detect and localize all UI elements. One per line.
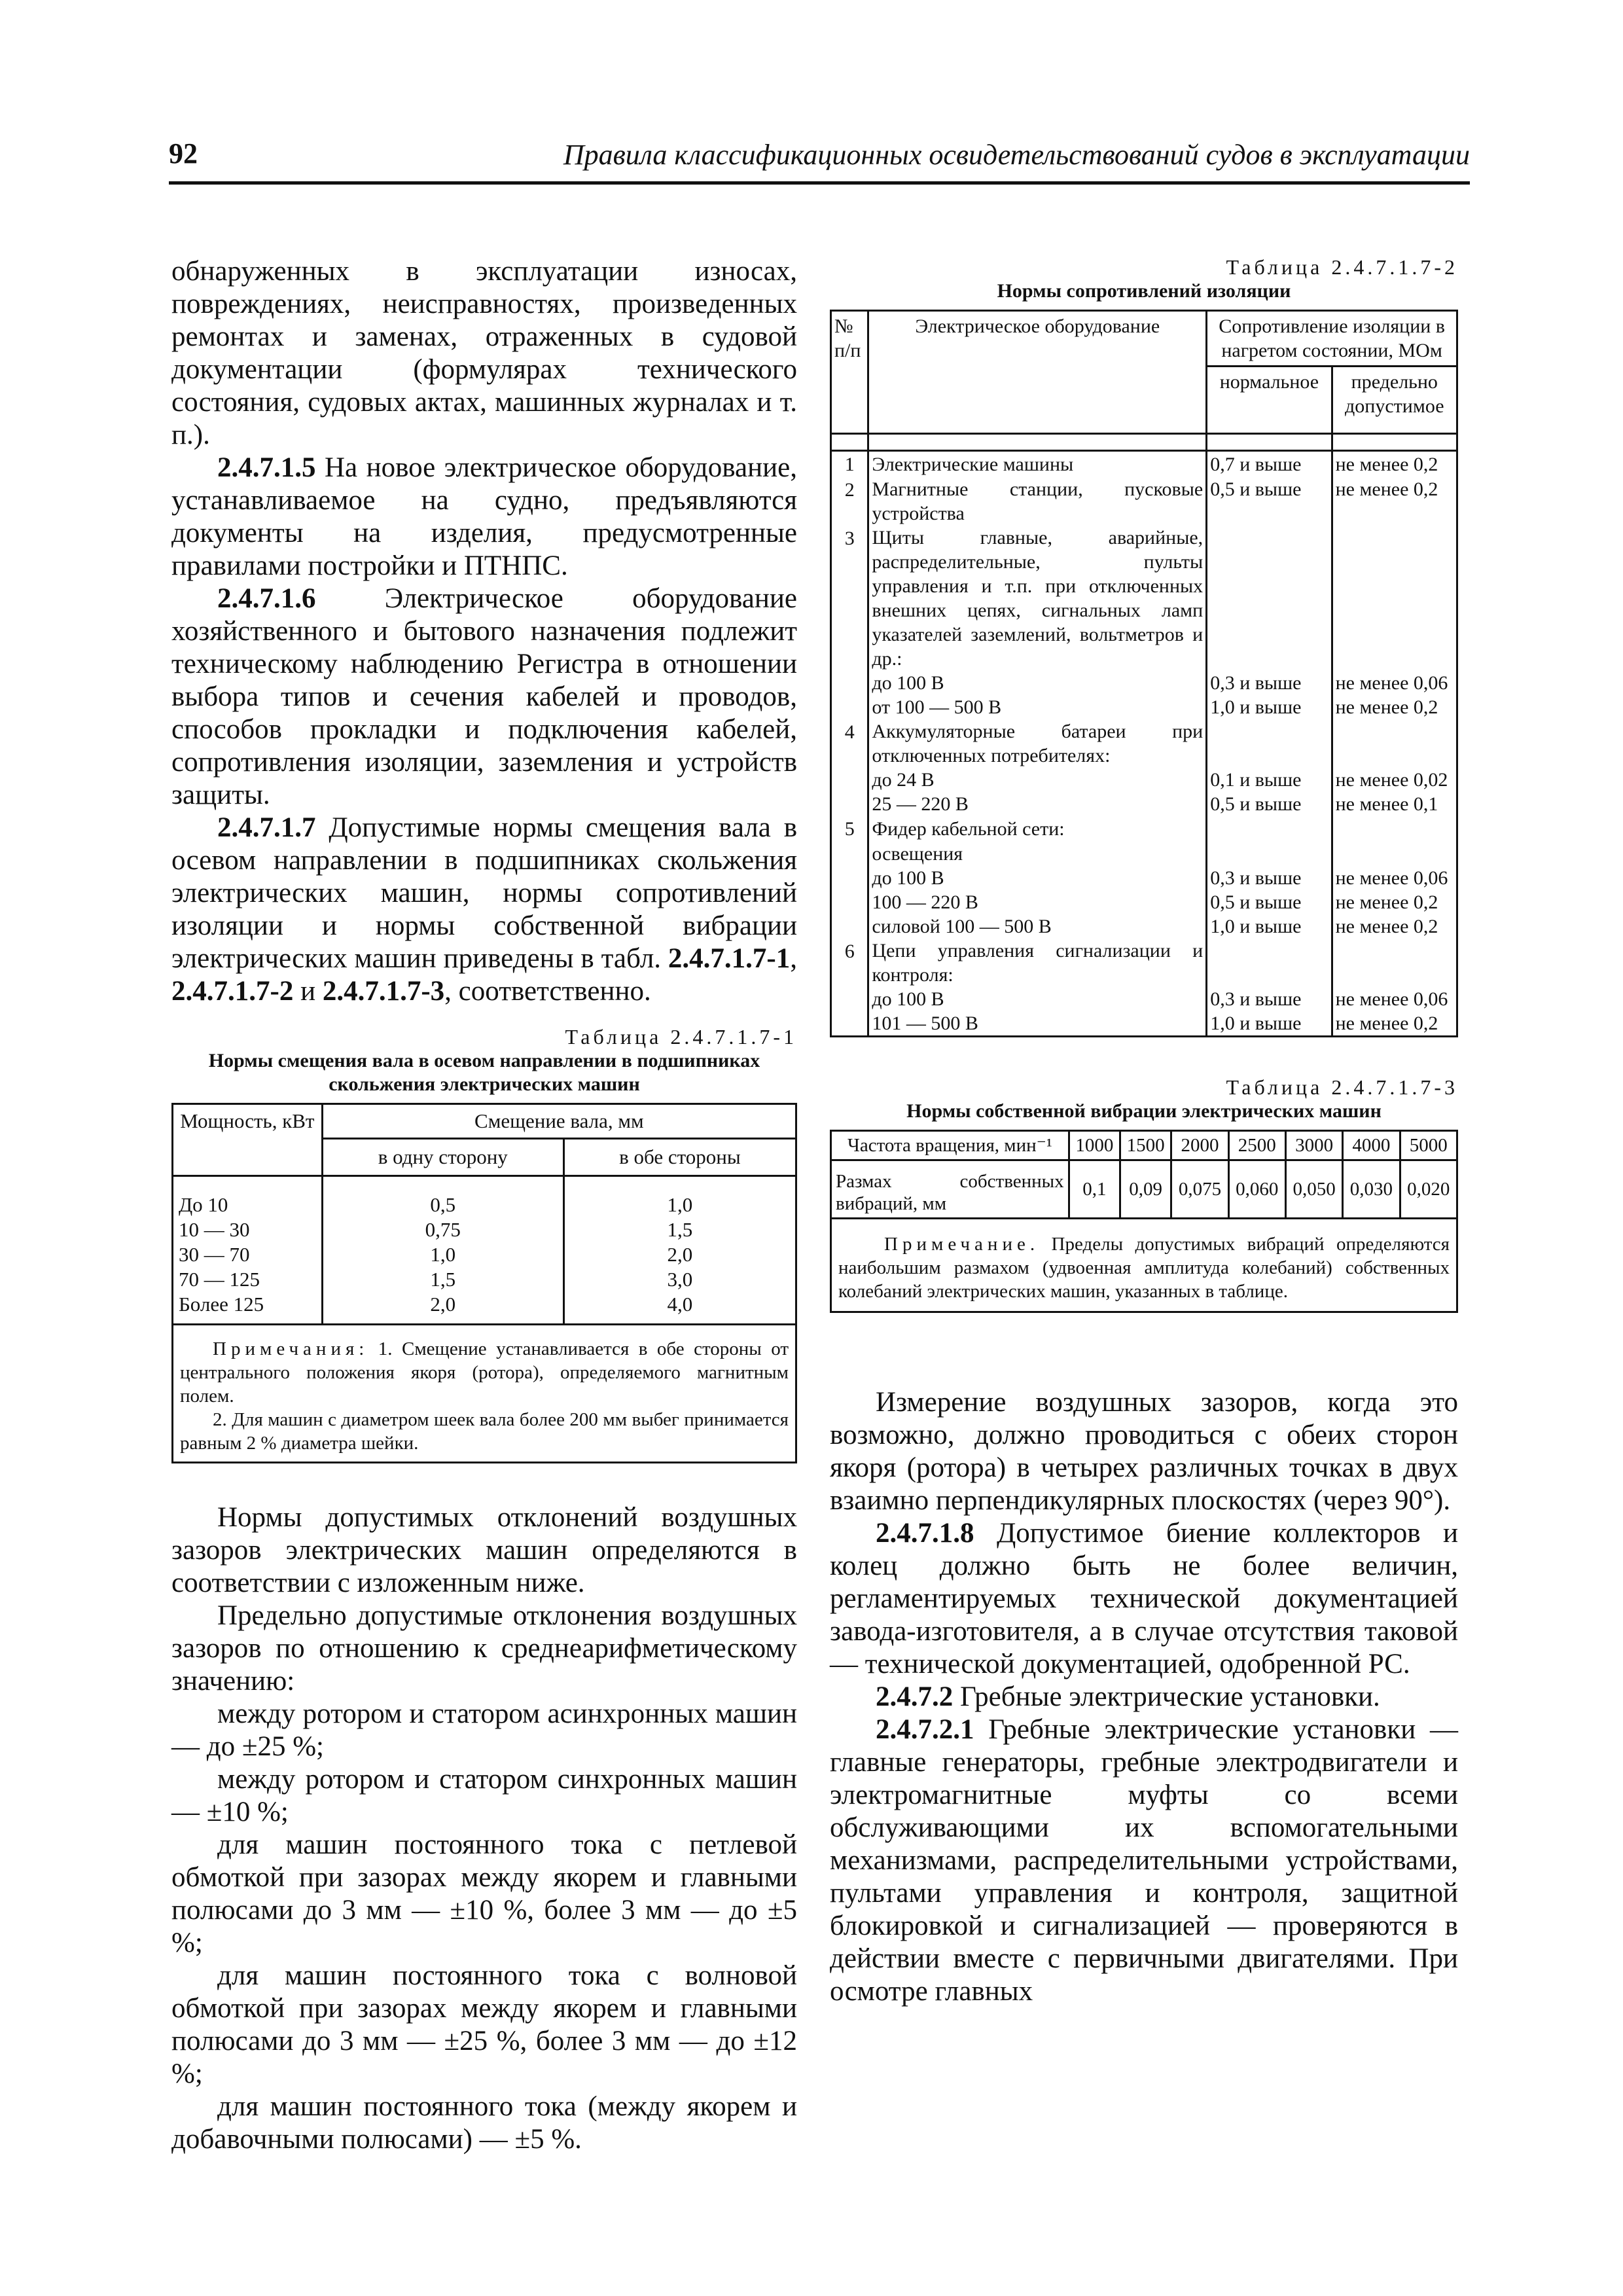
table-ref-1: 2.4.7.1.7-1 — [668, 943, 791, 974]
paragraph-text: Гребные электрические установки. — [953, 1681, 1380, 1712]
normal-cell: 0,5 и выше — [1207, 477, 1332, 526]
running-title: Правила классификационных освидетельствований судов в эксплуатации — [563, 139, 1470, 171]
header-number: № п/п — [831, 311, 868, 434]
header-shift: Смещение вала, мм — [322, 1104, 796, 1139]
table-cell: 4,0 — [667, 1293, 693, 1316]
paragraph-text: Допустимое биение коллекторов и колец должно быть не более величин, регламентируемых технической документацией завода-изготовителя, а в случае отсутствия таковой — технической документацией, одобренной РС. — [830, 1518, 1458, 1679]
normal-cell — [1207, 842, 1332, 866]
running-header — [169, 134, 1470, 185]
note-text: 1. Смещение устанавливается в обе стороны от центрального положения якоря (ротора), определяемого магнитным полем. — [180, 1338, 789, 1407]
note-1 — [180, 1337, 789, 1408]
equipment-cell: до 24 В — [868, 768, 1207, 792]
text-fragment: и — [293, 976, 323, 1007]
paragraph-text: Допустимые нормы смещения вала в осевом направлении в подшипниках скольжения электрических машин, нормы сопротивлений изоляции и нормы собственной вибрации электрических машин приведены в табл. — [171, 812, 797, 974]
equipment-cell: до 100 В — [868, 987, 1207, 1011]
note-text: Пределы допустимых вибраций определяются наибольшим размахом (удвоенная амплитуда колебаний) собственных колебаний электрических машин, указанных в таблице. — [838, 1234, 1450, 1302]
equipment-cell: освещения — [868, 842, 1207, 866]
note-label: Примечания: — [213, 1338, 369, 1359]
section-number: 2.4.7.2 — [876, 1681, 954, 1712]
both-sides-column — [563, 1176, 796, 1325]
amplitude-cell: 0,050 — [1285, 1160, 1342, 1219]
table-ref-2: 2.4.7.1.7-2 — [171, 976, 294, 1007]
table-cell: 1,5 — [667, 1218, 693, 1241]
limit-cell: не менее 0,2 — [1332, 451, 1457, 478]
limit-cell: не менее 0,1 — [1332, 792, 1457, 816]
equipment-cell: от 100 — 500 В — [868, 695, 1207, 719]
limit-cell — [1332, 719, 1457, 768]
limit-cell: не менее 0,06 — [1332, 987, 1457, 1011]
paragraph-2-4-7-1-7 — [171, 812, 797, 1008]
table-cell: 2,0 — [430, 1293, 456, 1316]
header-vibration-amplitude: Размах собственных вибраций, мм — [831, 1160, 1069, 1219]
power-column — [173, 1176, 323, 1325]
normal-cell: 0,3 и выше — [1207, 987, 1332, 1011]
table-1-notes — [173, 1325, 796, 1463]
header-normal: нормальное — [1207, 367, 1332, 434]
amplitude-cell: 0,030 — [1343, 1160, 1400, 1219]
table-cell: 2,0 — [667, 1243, 693, 1266]
row-number — [831, 1011, 868, 1037]
equipment-cell: Электрические машины — [868, 451, 1207, 478]
limit-cell — [1332, 816, 1457, 842]
normal-cell: 0,3 и выше — [1207, 671, 1332, 695]
left-column — [171, 255, 797, 2156]
row-number: 6 — [831, 939, 868, 987]
equipment-cell: 101 — 500 В — [868, 1011, 1207, 1037]
limit-cell — [1332, 842, 1457, 866]
row-number — [831, 866, 868, 890]
table-2-caption: Таблица 2.4.7.1.7-2 — [1226, 255, 1458, 279]
list-item-async: между ротором и статором асинхронных машин — до ±25 %; — [171, 1698, 797, 1762]
limit-cell: не менее 0,2 — [1332, 477, 1457, 526]
row-number: 5 — [831, 816, 868, 842]
amplitude-cell: 0,09 — [1120, 1160, 1171, 1219]
normal-cell: 0,3 и выше — [1207, 866, 1332, 890]
list-item-wave-winding: для машин постоянного тока с волновой обмоткой при зазорах между якорем и главными полюсами до 3 мм — ±25 %, более 3 мм — до ±12 %; — [171, 1960, 797, 2089]
paragraph-text: Электрическое оборудование хозяйственного и бытового назначения подлежит техническому наблюдению Регистра в отношении выбора типов и сечения кабелей и проводов, способов прокладки и подключения кабелей, сопротивления изоляции, заземления и устройств защиты. — [171, 583, 797, 810]
note-2: 2. Для машин с диаметром шеек вала более 200 мм выбег принимается равным 2 % диаметра шейки. — [180, 1409, 789, 1454]
normal-cell: 0,5 и выше — [1207, 890, 1332, 914]
note-label: Примечание. — [884, 1234, 1040, 1255]
paragraph-2-4-7-1-6 — [171, 583, 797, 812]
normal-cell: 0,5 и выше — [1207, 792, 1332, 816]
table-cell: 30 — 70 — [179, 1243, 250, 1266]
paragraph-measurement: Измерение воздушных зазоров, когда это возможно, должно проводиться с обеих сторон якоря (ротора) в четырех различных точках в двух взаимно перпендикулярных плоскостях (через 90°). — [830, 1387, 1458, 1516]
normal-cell — [1207, 719, 1332, 768]
table-2-title: Нормы сопротивлений изоляции — [997, 280, 1291, 302]
limit-cell: не менее 0,06 — [1332, 671, 1457, 695]
row-number — [831, 987, 868, 1011]
normal-cell: 1,0 и выше — [1207, 914, 1332, 939]
normal-cell: 0,7 и выше — [1207, 451, 1332, 478]
amplitude-cell: 0,020 — [1400, 1160, 1457, 1219]
header-limit: предельно допустимое — [1332, 367, 1457, 434]
one-side-column — [322, 1176, 563, 1325]
list-item-sync: между ротором и статором синхронных машин — ±10 %; — [171, 1764, 797, 1827]
table-ref-3: 2.4.7.1.7-3 — [322, 976, 445, 1007]
header-resistance: Сопротивление изоляции в нагретом состоянии, МОм — [1207, 311, 1457, 367]
amplitude-cell: 0,1 — [1069, 1160, 1120, 1219]
table-cell: 0,5 — [430, 1193, 456, 1216]
paragraph-text: На новое электрическое оборудование, устанавливаемое на судно, предъявляются документы на изделия, предусмотренные правилами постройки и ПТНПС. — [171, 452, 797, 581]
section-number: 2.4.7.2.1 — [876, 1714, 974, 1745]
limit-cell — [1332, 939, 1457, 987]
table-1-title: Нормы смещения вала в осевом направлении в подшипниках скольжения электрических машин — [208, 1050, 760, 1095]
header-both-sides: в обе стороны — [563, 1139, 796, 1176]
table-3-title: Нормы собственной вибрации электрических машин — [906, 1100, 1382, 1122]
row-number — [831, 890, 868, 914]
text-fragment: , — [790, 943, 797, 974]
paragraph-air-gaps: Нормы допустимых отклонений воздушных зазоров электрических машин определяются в соответствии с изложенным ниже. — [171, 1502, 797, 1598]
equipment-cell: Аккумуляторные батареи при отключенных потребителях: — [868, 719, 1207, 768]
row-number — [831, 768, 868, 792]
equipment-cell: Фидер кабельной сети: — [868, 816, 1207, 842]
speed-cell: 1000 — [1069, 1131, 1120, 1160]
table-cell: 70 — 125 — [179, 1268, 260, 1291]
row-number: 3 — [831, 526, 868, 671]
header-power: Мощность, кВт — [173, 1104, 323, 1176]
table-cell: Более 125 — [179, 1293, 264, 1316]
speed-cell: 5000 — [1400, 1131, 1457, 1160]
table-cell: 1,0 — [667, 1193, 693, 1216]
section-number: 2.4.7.1.5 — [217, 452, 316, 483]
normal-cell — [1207, 816, 1332, 842]
speed-cell: 1500 — [1120, 1131, 1171, 1160]
table-1-caption: Таблица 2.4.7.1.7-1 — [565, 1025, 797, 1049]
table-vibration — [830, 1130, 1458, 1313]
list-item-loop-winding: для машин постоянного тока с петлевой обмоткой при зазорах между якорем и главными полюсами до 3 мм — ±10 %, более 3 мм — до ±5 %; — [171, 1829, 797, 1958]
row-number — [831, 695, 868, 719]
normal-cell — [1207, 939, 1332, 987]
equipment-cell: до 100 В — [868, 866, 1207, 890]
equipment-cell: Магнитные станции, пусковые устройства — [868, 477, 1207, 526]
table-cell: 10 — 30 — [179, 1218, 250, 1241]
equipment-cell: Цепи управления сигнализации и контроля: — [868, 939, 1207, 987]
equipment-cell: 25 — 220 В — [868, 792, 1207, 816]
table-cell: 0,75 — [425, 1218, 461, 1241]
row-number: 1 — [831, 451, 868, 478]
table-cell: 1,0 — [430, 1243, 456, 1266]
speed-cell: 3000 — [1285, 1131, 1342, 1160]
table-insulation-resistance — [830, 310, 1458, 1037]
paragraph-intro: обнаруженных в эксплуатации износах, повреждениях, неисправностях, произведенных ремонтах и заменах, отраженных в судовой документации (формулярах технического состояния, судовых актах, машинных журналах и т. п.). — [171, 256, 797, 450]
normal-cell — [1207, 526, 1332, 671]
paragraph-2-4-7-1-5 — [171, 452, 797, 583]
paragraph-limits: Предельно допустимые отклонения воздушных зазоров по отношению к среднеарифметическому значению: — [171, 1600, 797, 1696]
section-number: 2.4.7.1.6 — [217, 583, 316, 614]
normal-cell: 1,0 и выше — [1207, 1011, 1332, 1037]
text-fragment: , соответственно. — [444, 976, 651, 1007]
header-rotation-speed: Частота вращения, мин⁻¹ — [831, 1131, 1069, 1160]
limit-cell: не менее 0,2 — [1332, 914, 1457, 939]
page-number: 92 — [169, 137, 198, 170]
limit-cell: не менее 0,2 — [1332, 890, 1457, 914]
speed-cell: 2500 — [1228, 1131, 1285, 1160]
row-number — [831, 914, 868, 939]
paragraph-2-4-7-1-8 — [830, 1517, 1458, 1681]
header-equipment: Электрическое оборудование — [868, 311, 1207, 434]
header-one-side: в одну сторону — [322, 1139, 563, 1176]
list-item-auxiliary-poles: для машин постоянного тока (между якорем и добавочными полюсами) — ±5 %. — [171, 2091, 797, 2155]
equipment-cell: до 100 В — [868, 671, 1207, 695]
table-cell: До 10 — [179, 1193, 228, 1216]
limit-cell: не менее 0,06 — [1332, 866, 1457, 890]
limit-cell: не менее 0,2 — [1332, 695, 1457, 719]
paragraph-2-4-7-2-1 — [830, 1713, 1458, 2008]
equipment-cell: 100 — 220 В — [868, 890, 1207, 914]
row-number — [831, 671, 868, 695]
normal-cell: 1,0 и выше — [1207, 695, 1332, 719]
section-number: 2.4.7.1.8 — [876, 1518, 974, 1549]
paragraph-text: Гребные электрические установки — главные генераторы, гребные электродвигатели и электромагнитные муфты со всеми обслуживающими их вспомогательными механизмами, распределительными устройствами, пультами управления и контроля, защитной блокировкой и сигнализацией — проверяются в действии вместе с первичными двигателями. При осмотре главных — [830, 1714, 1458, 2007]
row-number: 4 — [831, 719, 868, 768]
amplitude-cell: 0,075 — [1171, 1160, 1228, 1219]
normal-cell: 0,1 и выше — [1207, 768, 1332, 792]
row-number — [831, 842, 868, 866]
equipment-cell: Щиты главные, аварийные, распределительные, пульты управления и т.п. при отключенных внешних цепях, сигнальных ламп указателей заземлений, вольтметров и др.: — [868, 526, 1207, 671]
equipment-cell: силовой 100 — 500 В — [868, 914, 1207, 939]
table-shaft-displacement — [171, 1103, 797, 1463]
speed-cell: 2000 — [1171, 1131, 1228, 1160]
limit-cell: не менее 0,02 — [1332, 768, 1457, 792]
limit-cell: не менее 0,2 — [1332, 1011, 1457, 1037]
table-3-caption: Таблица 2.4.7.1.7-3 — [1226, 1075, 1458, 1099]
right-column — [830, 255, 1458, 2008]
section-number: 2.4.7.1.7 — [217, 812, 316, 843]
table-3-note — [831, 1219, 1457, 1312]
amplitude-cell: 0,060 — [1228, 1160, 1285, 1219]
row-number — [831, 792, 868, 816]
table-2-body — [831, 451, 1457, 1037]
paragraph-2-4-7-2 — [830, 1681, 1458, 1713]
table-cell: 3,0 — [667, 1268, 693, 1291]
speed-cell: 4000 — [1343, 1131, 1400, 1160]
row-number: 2 — [831, 477, 868, 526]
table-cell: 1,5 — [430, 1268, 456, 1291]
limit-cell — [1332, 526, 1457, 671]
